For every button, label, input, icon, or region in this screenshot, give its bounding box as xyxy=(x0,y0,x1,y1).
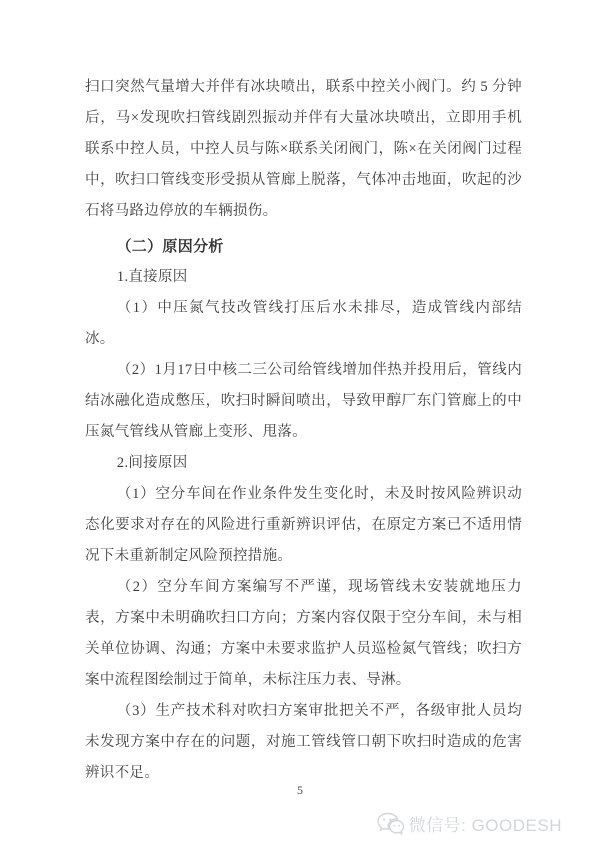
wechat-icon xyxy=(377,812,404,836)
page-number: 5 xyxy=(297,783,303,797)
paragraph-direct-cause-2: （2）1月17日中核二三公司给管线增加伴热并投用后，管线内结冰融化造成憋压，吹扫时瞬间喷出，导致甲醇厂东门管廊上的中压氮气管线从管廊上变形、甩落。 xyxy=(85,362,522,440)
subheading-direct-cause: 1.直接原因 xyxy=(116,269,188,285)
paragraph-direct-cause-1: （1）中压氮气技改管线打压后水未排尽，造成管线内部结冰。 xyxy=(85,300,522,347)
subheading-indirect-cause: 2.间接原因 xyxy=(116,455,188,471)
paragraph-indirect-cause-1: （1）空分车间在作业条件发生变化时，未及时按风险辨识动态化要求对存在的风险进行重新辨识评估，在原定方案已不适用情况下未重新制定风险预控措施。 xyxy=(85,486,522,564)
watermark-text: 微信号: GOODESH xyxy=(408,816,562,835)
paragraph-indirect-cause-2: （2）空分车间方案编写不严谨，现场管线未安装就地压力表，方案中未明确吹扫口方向；方案内容仅限于空分车间，未与相关单位协调、沟通；方案中未要求监护人员巡检氮气管线；吹扫方案中流程图绘制过于简单，未标注压力表、导淋。 xyxy=(85,579,522,688)
section-heading-cause-analysis: （二）原因分析 xyxy=(116,238,224,255)
paragraph-continuation: 扫口突然气量增大并伴有冰块喷出，联系中控关小阀门。约 5 分钟后，马×发现吹扫管线剧烈振动并伴有大量冰块喷出，立即用手机联系中控人员，中控人员与陈×联系关闭阀门，陈×在关闭阀门过程中，吹扫口管线变形受损从管廊上脱落，气体冲击地面，吹起的沙石将马路边停放的车辆损伤。 xyxy=(85,79,522,219)
document-body xyxy=(85,72,522,789)
paragraph-indirect-cause-3: （3）生产技术科对吹扫方案审批把关不严，各级审批人员均未发现方案中存在的问题，对施工管线管口朝下吹扫时造成的危害辨识不足。 xyxy=(85,703,522,781)
watermark xyxy=(377,811,562,836)
